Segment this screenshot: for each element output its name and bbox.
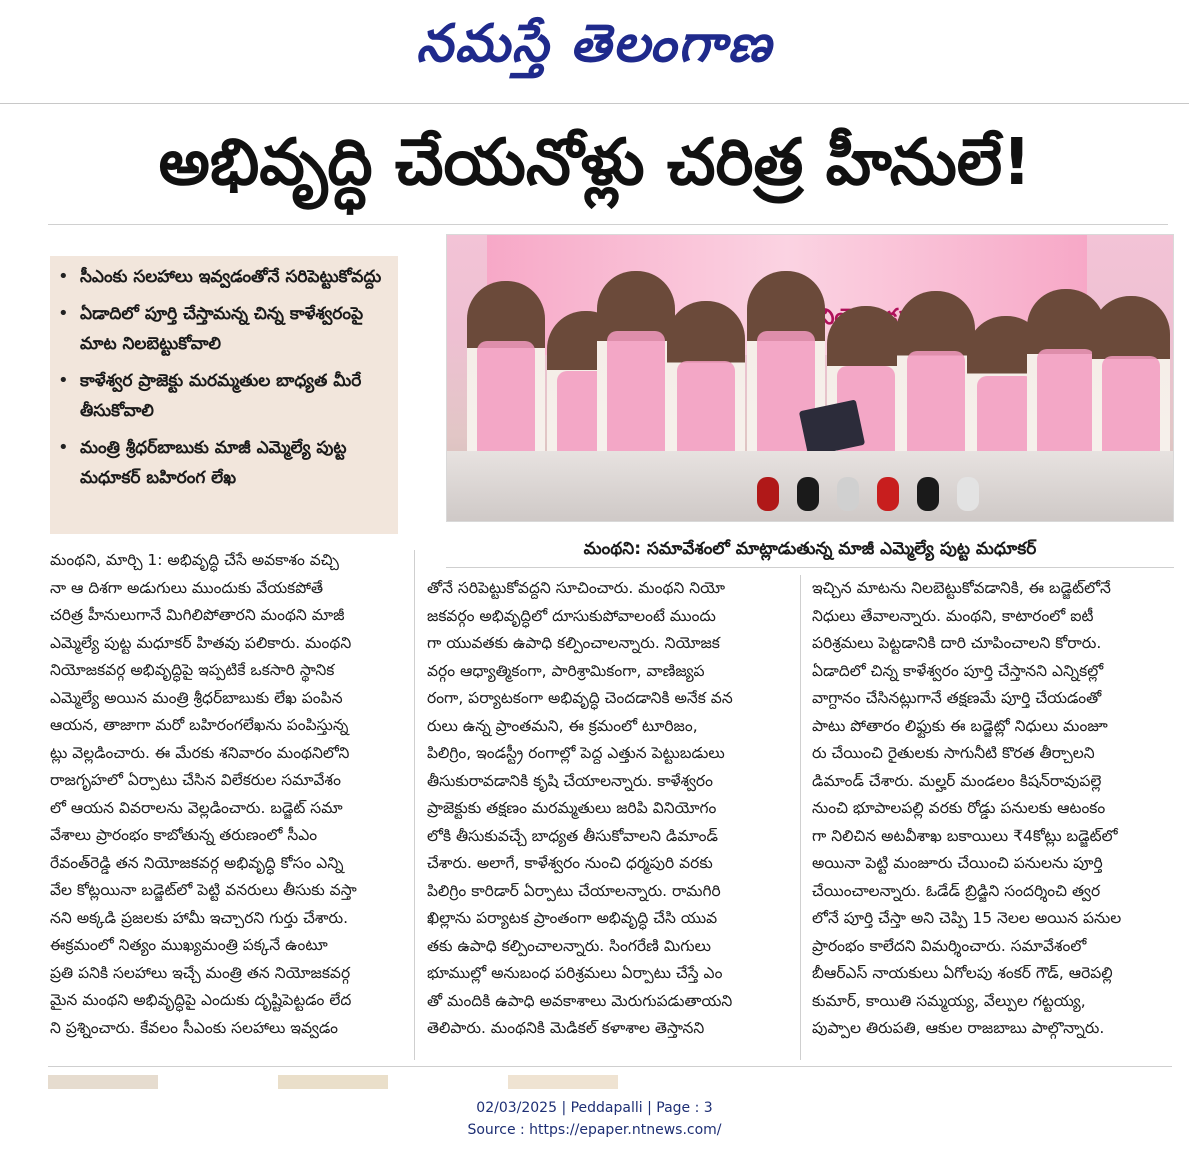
text-line: అయినా పెట్టి మంజూరు చేయించి పనులను పూర్తి bbox=[812, 854, 1103, 872]
text-line: వేశాలు ప్రారంభం కాబోతున్న తరుణంలో సీఎం bbox=[50, 826, 318, 844]
text-line: మైన మంథని అభివృద్ధిపై ఎందుకు దృష్టిపెట్టడం లేద bbox=[50, 991, 352, 1009]
text-line: ప్రతి పనికి సలహాలు ఇచ్చే మంత్రి తన నియోజకవర్గ bbox=[50, 963, 351, 982]
caption-divider bbox=[446, 567, 1174, 568]
highlights-box bbox=[50, 256, 398, 534]
page-bottom-divider bbox=[48, 1066, 1172, 1067]
text-line: కుమార్, కాయితి సమ్మయ్య, వేల్పుల గట్టయ్య, bbox=[812, 991, 1086, 1010]
text-line: నా ఆ దిశగా అడుగులు ముందుకు వేయకపోతే bbox=[50, 578, 324, 597]
text-line: ప్రారంభం కాలేదని విమర్శించారు. సమావేశంలో bbox=[812, 936, 1087, 955]
text-line: భూముల్లో అనుబంధ పరిశ్రమలు ఏర్పాటు చేస్తే ఎం bbox=[427, 964, 723, 982]
text-line: చేయించాలన్నారు. ఓడేడ్ బ్రిడ్జిని సందర్శించి త్వర bbox=[812, 881, 1101, 900]
text-line: నని అక్కడి ప్రజలకు హామీ ఇచ్చారని గుర్తు చేశారు. bbox=[50, 908, 349, 927]
column-divider bbox=[800, 575, 801, 1060]
text-line: లోనే పూర్తి చేస్తా అని చెప్పి 15 నెలల అయిన పనుల bbox=[812, 909, 1122, 927]
text-line: రాజగృహలో ఏర్పాటు చేసిన విలేకరుల సమావేశం bbox=[50, 771, 341, 789]
thumbnail-strip bbox=[508, 1075, 618, 1089]
text-line: గా నిలిచిన అటవీశాఖ బకాయిలు ₹4కోట్లు బడ్జెట్‌లో bbox=[812, 826, 1118, 845]
text-line: ని ప్రశ్నించారు. కేవలం సీఎంకు సలహాలు ఇవ్వడం bbox=[50, 1018, 338, 1037]
text-line: ఖిల్లాను పర్యాటక ప్రాంతంగా అభివృద్ధి చేసి యువ bbox=[427, 909, 718, 927]
article-column-3 bbox=[812, 575, 1172, 1043]
microphones bbox=[727, 471, 1007, 511]
masthead-logo: నమస్తే తెలంగాణ bbox=[416, 13, 773, 74]
highlight-text: ఏడాదిలో పూర్తి చేస్తామన్న చిన్న కాళేశ్వరంపై మాట నిలబెట్టుకోవాలి bbox=[80, 304, 364, 354]
text-line: ఏడాదిలో చిన్న కాళేశ్వరం పూర్తి చేస్తానని ఎన్నికల్లో bbox=[812, 661, 1104, 680]
thumbnail-strip bbox=[48, 1075, 158, 1089]
highlight-item bbox=[58, 433, 388, 493]
highlight-text: కాళేశ్వర ప్రాజెక్టు మరమ్మతుల బాధ్యత మీరే తీసుకోవాలి bbox=[80, 371, 362, 421]
text-line: రులు ఉన్న ప్రాంతమని, ఈ క్రమంలో టూరిజం, bbox=[427, 716, 698, 735]
text-line: తెలిపారు. మంథనికి మెడికల్ కళాశాల తెస్తానని bbox=[427, 1019, 705, 1037]
text-line: పరిశ్రమలు పెట్టడానికి దారి చూపించాలని కోరారు. bbox=[812, 634, 1102, 652]
text-line: గా యువతకు ఉపాధి కల్పించాలన్నారు. నియోజక bbox=[427, 634, 720, 652]
masthead-divider bbox=[0, 103, 1189, 104]
text-line: లోకి తీసుకువచ్చే బాధ్యత తీసుకోవాలని డిమాండ్ bbox=[427, 826, 718, 845]
text-line: నుంచి భూపాలపల్లి వరకు రోడ్డు పనులకు ఆటంకం bbox=[812, 799, 1106, 817]
bullet-icon: • bbox=[58, 437, 69, 458]
microphone-icon bbox=[837, 477, 859, 511]
text-line: వేల కోట్లయినా బడ్జెట్‌లో పెట్టి వనరులు తీసుకు వస్తా bbox=[50, 881, 357, 899]
microphone-icon bbox=[917, 477, 939, 511]
microphone-icon bbox=[957, 477, 979, 511]
text-line: తోనే సరిపెట్టుకోవద్దని సూచించారు. మంథని నియో bbox=[427, 579, 725, 597]
footer-date-edition: 02/03/2025 | Peddapalli | Page : 3 bbox=[476, 1100, 713, 1116]
text-line: రేవంత్‌రెడ్డి తన నియోజకవర్గ అభివృద్ధి కోసం ఎన్ని bbox=[50, 853, 344, 872]
text-line: పిలిగ్రిం, ఇండస్ట్రీ రంగాల్లో పెద్ద ఎత్తున పెట్టుబడులు bbox=[427, 744, 725, 762]
article-column-1 bbox=[50, 547, 402, 1042]
headline-divider bbox=[48, 224, 1168, 225]
text-line: ఇచ్చిన మాటను నిలబెట్టుకోవడానికి, ఈ బడ్జెట్‌లోనే bbox=[812, 579, 1111, 597]
text-line: ఈక్రమంలో నిత్యం ముఖ్యమంత్రి పక్కనే ఉంటూ bbox=[50, 936, 328, 954]
headline: అభివృద్ధి చేయనోళ్లు చరిత్ర హీనులే! bbox=[158, 125, 1032, 200]
text-line: రు చేయించి రైతులకు సాగునీటి కొరత తీర్చాలని bbox=[812, 744, 1095, 762]
text-line: నియోజకవర్గ అభివృద్ధిపై ఇప్పటికే ఒకసారి స్థానిక bbox=[50, 661, 335, 679]
text-line: పాటు పోతారం లిఫ్టుకు ఈ బడ్జెట్లో నిధులు మంజూ bbox=[812, 716, 1108, 735]
text-line: చేశారు. అలాగే, కాళేశ్వరం నుంచి ధర్మపురి వరకు bbox=[427, 854, 713, 872]
text-line: ఎమ్మెల్యే అయిన మంత్రి శ్రీధర్‌బాబుకు లేఖ పంపిన bbox=[50, 688, 343, 707]
bullet-icon: • bbox=[58, 303, 69, 324]
photo-caption: మంథని: సమావేశంలో మాట్లాడుతున్న మాజీ ఎమ్మెల్యే పుట్ట మధూకర్ bbox=[583, 539, 1037, 559]
text-line: ఎమ్మెల్యే పుట్ట మధూకర్ హితవు పలికారు. మంథని bbox=[50, 633, 352, 652]
text-line: పిలిగ్రిం కారిడార్ ఏర్పాటు చేయాలన్నారు. రామగిరి bbox=[427, 881, 721, 900]
column-divider bbox=[414, 550, 415, 1060]
text-line: తో మందికి ఉపాధి అవకాశాలు మెరుగుపడుతాయని bbox=[427, 991, 733, 1010]
text-line: ఆయన, తాజాగా మరో బహిరంగలేఖను పంపిస్తున్న bbox=[50, 716, 349, 734]
highlight-item bbox=[58, 299, 388, 359]
page-footer bbox=[0, 1097, 1189, 1141]
text-line: నిధులు తేవాలన్నారు. మంథని, కాటారంలో ఐటీ bbox=[812, 606, 1094, 625]
text-line: వర్గం ఆధ్యాత్మికంగా, పారిశ్రామికంగా, వాణిజ్యప bbox=[427, 661, 705, 680]
press-meet-photo bbox=[446, 234, 1174, 522]
highlight-item bbox=[58, 262, 388, 292]
highlight-text: మంత్రి శ్రీధర్‌బాబుకు మాజీ ఎమ్మెల్యే పుట్ట మధూకర్ బహిరంగ లేఖ bbox=[80, 438, 347, 488]
text-line: తీసుకురావడానికి కృషి చేయాలన్నారు. కాళేశ్వరం bbox=[427, 771, 713, 790]
masthead bbox=[0, 0, 1189, 100]
next-article-strip bbox=[48, 1075, 1172, 1089]
microphone-icon bbox=[797, 477, 819, 511]
text-line: జకవర్గం అభివృద్ధిలో దూసుకుపోవాలంటే ముందు bbox=[427, 606, 716, 625]
text-line: లో ఆయన వివరాలను వెల్లడించారు. బడ్జెట్ సమా bbox=[50, 798, 343, 817]
bullet-icon: • bbox=[58, 266, 69, 287]
text-line: రంగా, పర్యాటకంగా అభివృద్ధి చెందడానికి అనేక వన bbox=[427, 689, 733, 707]
microphone-icon bbox=[757, 477, 779, 511]
highlight-item bbox=[58, 366, 388, 426]
microphone-icon bbox=[877, 477, 899, 511]
text-line: తకు ఉపాధి కల్పించాలన్నారు. సింగరేణి మిగులు bbox=[427, 936, 712, 955]
footer-source[interactable]: Source : https://epaper.ntnews.com/ bbox=[467, 1122, 722, 1138]
text-line: వాగ్దానం చేసినట్లుగానే తక్షణమే పూర్తి చేయడంతో bbox=[812, 689, 1102, 707]
text-line: చరిత్ర హీనులుగానే మిగిలిపోతారని మంథని మాజీ bbox=[50, 606, 345, 624]
text-line: మంథని, మార్చి 1: అభివృద్ధి చేసే అవకాశం వచ్చి bbox=[50, 551, 339, 569]
thumbnail-strip bbox=[278, 1075, 388, 1089]
text-line: డిమాండ్ చేశారు. మల్హర్ మండలం కిషన్‌రావుపల్లె bbox=[812, 771, 1102, 790]
text-line: ట్లు వెల్లడించారు. ఈ మేరకు శనివారం మంథనిలోని bbox=[50, 743, 350, 762]
article-column-2 bbox=[427, 575, 787, 1043]
bullet-icon: • bbox=[58, 370, 69, 391]
text-line: పుప్పాల తిరుపతి, ఆకుల రాజబాబు పాల్గొన్నారు. bbox=[812, 1019, 1105, 1037]
text-line: బీఆర్ఎస్ నాయకులు ఏగోలపు శంకర్ గౌడ్, ఆరెపల్లి bbox=[812, 964, 1113, 982]
highlight-text: సీఎంకు సలహాలు ఇవ్వడంతోనే సరిపెట్టుకోవద్దు bbox=[80, 267, 382, 287]
text-line: ప్రాజెక్టుకు తక్షణం మరమ్మతులు జరిపి వినియోగం bbox=[427, 799, 717, 817]
